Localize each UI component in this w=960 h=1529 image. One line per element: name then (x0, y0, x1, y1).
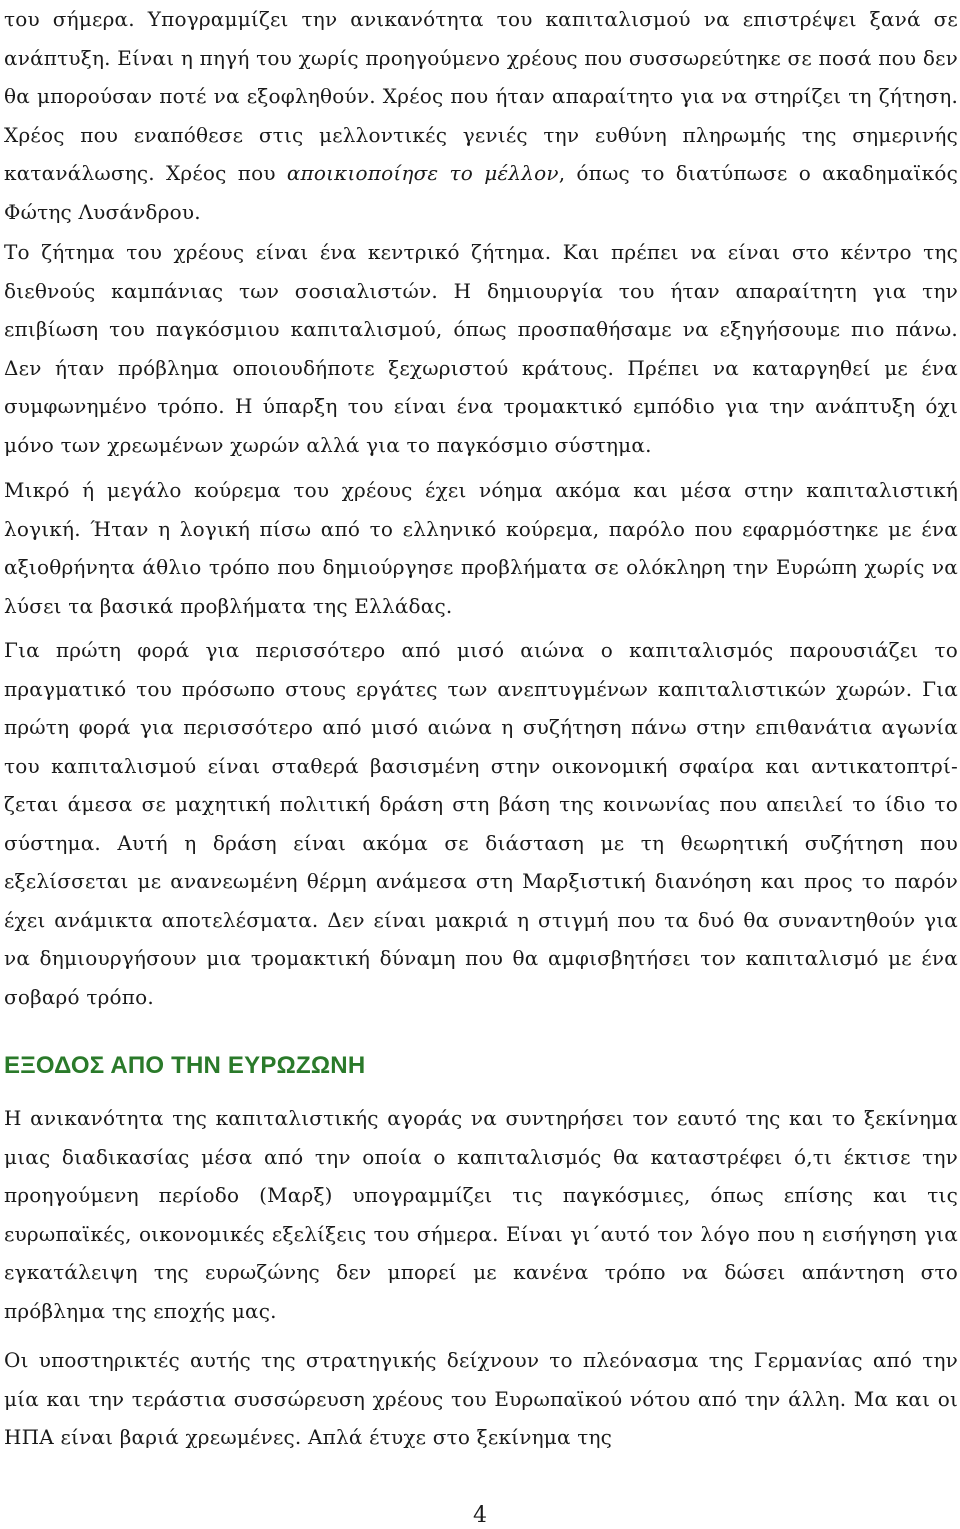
paragraph-text: Οι υποστηρικτές αυτής της στρατηγικής δείχνουν το πλεόνασμα της Γερμανίας από την μία και την τεράστια συσσώρευση χρέους του Ευρωπαϊκού νότου από την άλλη. Μα και οι ΗΠΑ είναι βαριά χρεωμένες. Απλά έτυχε στο ξεκίνημα της (4, 1348, 958, 1449)
paragraph-first-time (4, 631, 958, 1016)
italic-quote: αποικιοποίησε το μέλλον (286, 161, 559, 185)
paragraph-text: Για πρώτη φορά για περισσότερο από μισό αιώνα ο καπιταλισμός παρουσιάζει το πραγματικό του πρόσωπο στους εργάτες των ανεπτυγμένων καπιταλιστικών χωρών. Για πρώτη φορά για περισσότερο από μισό αιώνα η συζήτηση πάνω στην επιθανάτια αγωνία του καπιταλισμού είναι σταθερά βασισμένη στην οικονομική σφαίρα και αντικατοπτρί-ζεται άμεσα σε μαχητική πολιτική δράση στη βάση της κοινωνίας που απειλεί το ίδιο το σύστημα. Αυτή η δράση είναι ακόμα σε διάσταση με τη θεωρητική συζήτηση που εξελίσσεται με ανανεωμένη θέρμη ανάμεσα στη Μαρξιστική διανόηση και προς το παρόν έχει ανάμικτα αποτελέσματα. Δεν είναι μακριά η στιγμή που τα δυό θα συναντηθούν για να δημιουργήσουν μια τρομακτική δύναμη που θα αμφισβητήσει τον καπιταλισμό με ένα σοβαρό τρόπο. (4, 638, 958, 1009)
page-number: 4 (473, 1503, 487, 1528)
section-heading: ΕΞΟΔΟΣ ΑΠΟ ΤΗΝ ΕΥΡΩΖΩΝΗ (4, 1052, 366, 1079)
paragraph-text: του σήμερα. Υπογραμμίζει την ανικανότητα του καπιταλισμού να επιστρέψει ξανά σε ανάπτυξη. Είναι η πηγή του χωρίς προηγούμενο χρέους που συσσωρεύτηκε σε ποσά που δεν θα μπορούσαν ποτέ να εξοφληθούν. Χρέος που ήταν απαραίτητο για να στηρίζει τη ζήτηση. Χρέος που εναπόθεσε στις μελλοντικές γενιές την ευθύνη πληρωμής της σημερινής κατανάλωσης. Χρέος που (4, 7, 958, 185)
paragraph-text: Η ανικανότητα της καπιταλιστικής αγοράς να συντηρήσει τον εαυτό της και το ξεκίνημα μιας διαδικασίας μέσα από την οποία ο καπιταλισμός θα καταστρέφει ό,τι έκτισε την προηγούμενη περίοδο (Μαρξ) υπογραμμίζει τις παγκόσμιες, όπως επίσης και τις ευρωπαϊκές, οικονομικές εξελίξεις του σήμερα. Είναι γι΄αυτό τον λόγο που η εισήγηση για εγκατάλειψη της ευρωζώνης δεν μπορεί με κανένα τρόπο να δώσει απάντηση στο πρόβλημα της εποχής μας. (4, 1106, 958, 1323)
paragraph-debt-intro (4, 0, 958, 231)
paragraph-text: Το ζήτημα του χρέους είναι ένα κεντρικό ζήτημα. Και πρέπει να είναι στο κέντρο της διεθνούς καμπάνιας των σοσιαλιστών. Η δημιουργία του ήταν απαραίτητη για την επιβίωση του παγκόσμιου καπιταλισμού, όπως προσπαθήσαμε να εξηγήσουμε πιο πάνω. Δεν ήταν πρόβλημα οποιουδήποτε ξεχωριστού κράτους. Πρέπει να καταργηθεί με ένα συμφωνημένο τρόπο. Η ύπαρξη του είναι ένα τρομακτικό εμπόδιο για την ανάπτυξη όχι μόνο των χρεωμένων χωρών αλλά για το παγκόσμιο σύστημα. (4, 240, 958, 457)
paragraph-text: Μικρό ή μεγάλο κούρεμα του χρέους έχει νόημα ακόμα και μέσα στην καπιταλιστική λογική. Ήταν η λογική πίσω από το ελληνικό κούρεμα, παρόλο που εφαρμόστηκε με ένα αξιοθρήνητα άθλιο τρόπο που δημιούργησε προβλήματα σε ολόκληρη την Ευρώπη χωρίς να λύσει τα βασικά προβλήματα της Ελλάδας. (4, 478, 958, 618)
paragraph-debt-central (4, 233, 958, 464)
paragraph-supporters (4, 1341, 958, 1457)
paragraph-text: , όπως το διατύπωσε ο ακαδημαϊκός Φώτης Λυσάνδρου. (4, 161, 958, 224)
paragraph-eurozone-exit (4, 1099, 958, 1330)
paragraph-haircut (4, 471, 958, 625)
